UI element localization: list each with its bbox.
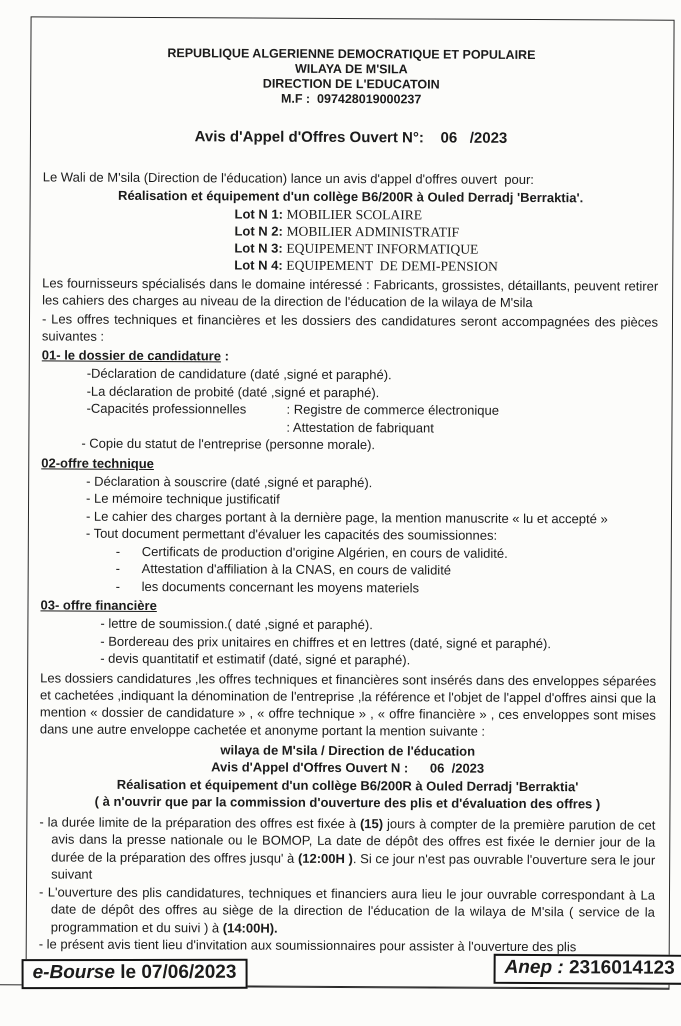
lot-row <box>234 222 658 241</box>
envelope-line-warning: ( à n'ouvrir que par la commission d'ouverture des plis et d'évaluation des offres ) <box>94 793 601 812</box>
list-item: - Le cahier des charges portant à la dernière page, la mention manuscrite « lu et accepté » <box>85 508 608 526</box>
deadline-paragraph <box>39 813 655 886</box>
header-republic-line: REPUBLIQUE ALGERIENNE DEMOCRATIQUE ET POPULAIRE <box>167 46 536 63</box>
header-wilaya-line: WILAYA DE M'SILA <box>294 61 408 77</box>
opening-hour: (14:00H). <box>222 919 278 936</box>
suppliers-paragraph: Les fournisseurs spécialisés dans le domaine intéressé : Fabricants, grossistes, détaillants, peuvent retirer les cahiers des charges au niveau de la direction de l'éducation de la wilaya de M'sila <box>42 275 659 311</box>
text-segment: . Si ce jour n'est pas ouvrable l'ouverture sera le jour suivant <box>51 850 656 882</box>
notice-title: Avis d'Appel d'Offres Ouvert N°: 06 /2023 <box>194 128 508 147</box>
lot-row <box>234 256 658 275</box>
section-03-title-text: 03- offre financière <box>40 597 157 614</box>
list-item: - Tout document permettant d'évaluer les capacités des soumissionnes: <box>85 525 498 543</box>
envelope-line-notice-number: Avis d'Appel d'Offres Ouvert N : 06 /2023 <box>211 759 485 776</box>
offers-paragraph: - Les offres techniques et financières et les dossiers des candidatures seront accompagnées des pièces suivantes : <box>41 311 659 344</box>
lot-row <box>235 205 659 224</box>
dash-bullet: - <box>115 543 121 559</box>
envelope-line-authority: wilaya de M'sila / Direction de l'éducation <box>220 741 476 759</box>
closing-terms <box>39 813 656 956</box>
lot-value: EQUIPEMENT INFORMATIQUE <box>286 240 479 257</box>
invitation-paragraph <box>39 935 655 956</box>
deadline-days: (15) <box>359 815 384 831</box>
dash-bullet: - <box>115 560 121 576</box>
anep-number: 2316014123 <box>568 957 675 979</box>
capacities-label-empty <box>86 417 286 436</box>
section-01-colon: : <box>220 348 229 364</box>
section-02-title-text: 02-offre technique <box>41 454 154 471</box>
lot-label: Lot N 3: <box>234 240 283 256</box>
envelopes-paragraph: Les dossiers candidatures ,les offres techniques et financières sont insérés dans des enveloppes séparées et cachetées ,indiquant la dénomination de l'entreprise ,la référence et l'objet de l'appel d'offres ainsi que la mention « dossier de candidature » , « offre technique » , « offre financière » , ces enveloppes sont mises dans une autre enveloppe cachetée et anonyme portant la mention suivante : <box>39 669 657 739</box>
ebourse-name: e-Bourse <box>32 961 115 984</box>
list-item: - Bordereau des prix unitaires en chiffres et en lettres (daté, signé et paraphé). <box>100 633 552 651</box>
sub-item-text: les documents concernant les moyens materiels <box>141 578 420 595</box>
sub-list-item <box>116 577 657 597</box>
deadline-hour: (12:00H ) <box>297 850 353 866</box>
list-item: -La déclaration de probité (daté ,signé et paraphé). <box>86 383 380 400</box>
lot-value: MOBILIER ADMINISTRATIF <box>286 223 460 240</box>
lot-label: Lot N 2: <box>234 223 283 239</box>
ebourse-date: le 07/06/2023 <box>114 961 237 983</box>
dash-bullet: - <box>115 578 120 594</box>
list-item: - Le mémoire technique justificatif <box>86 490 280 507</box>
list-item: - devis quantitatif et estimatif (daté, signé et paraphé). <box>100 650 411 668</box>
document-frame <box>26 16 675 989</box>
envelope-mention-block <box>39 740 655 813</box>
lot-label: Lot N 1: <box>234 206 283 222</box>
lot-row <box>234 239 658 258</box>
sub-item-text: Attestation d'affiliation à la CNAS, en cours de validité <box>141 560 452 578</box>
ebourse-stamp <box>22 959 248 989</box>
intro-line: Le Wali de M'sila (Direction de l'éducation) lance un avis d'appel d'offres ouvert pour: <box>42 169 534 188</box>
capacities-value: : Registre de commerce électronique <box>286 401 500 418</box>
section-01-title-text: 01- le dossier de candidature <box>41 347 222 364</box>
opening-paragraph <box>39 883 655 939</box>
lots-list <box>234 205 658 275</box>
lot-value: EQUIPEMENT DE DEMI-PENSION <box>286 257 498 274</box>
list-item: - lettre de soumission.( daté ,signé et paraphé). <box>100 615 373 633</box>
lot-label: Lot N 4: <box>234 257 283 273</box>
capacities-label: -Capacités professionnelles <box>86 400 247 417</box>
list-item: -Déclaration de candidature (daté ,signé et paraphé). <box>86 365 392 383</box>
text-segment: - L'ouverture des plis candidatures, techniques et financiers aura lieu le jour ouvrable correspondant à La date de dépôt des offres au siège de la direction de l'éducation de la wilaya de M'sila ( service de la programmation et du suivi ) à <box>38 883 656 935</box>
anep-stamp <box>494 954 681 985</box>
document-header <box>43 45 659 108</box>
envelope-line-subject: Réalisation et équipement d'un collège B6/200R à Ouled Derradj 'Berraktia' <box>116 776 579 794</box>
sub-item-text: Certificats de production d'origine Algérien, en cours de validité. <box>141 543 508 561</box>
header-fiscal-id: M.F : 097428019000237 <box>280 91 422 107</box>
text-segment: - le présent avis tient lieu d'invitation aux soumissionnaires pour assister à l'ouverture des plis <box>38 936 577 955</box>
text-segment: jours à compter de la première parution de cet avis dans la presse nationale ou le BOMOP, La date de dépôt des offres est fixée le dernier jour de la durée de la préparation des offres jusqu' à <box>51 815 656 866</box>
capacities-value: : Attestation de fabriquant <box>286 419 434 435</box>
lot-value: MOBILIER SCOLAIRE <box>286 206 423 223</box>
anep-label: Anep : <box>504 956 570 979</box>
list-item: - Déclaration à souscrire (daté ,signé et paraphé). <box>86 473 373 490</box>
text-segment: - la durée limite de la préparation des offres est fixée à <box>39 813 361 831</box>
list-item: - Copie du statut de l'entreprise (personne morale). <box>81 435 376 453</box>
header-direction-line: DIRECTION DE L'EDUCATOIN <box>262 76 440 92</box>
tender-subject: Réalisation et équipement d'un collège B6/200R à Ouled Derradj 'Berraktia'. <box>118 187 584 206</box>
